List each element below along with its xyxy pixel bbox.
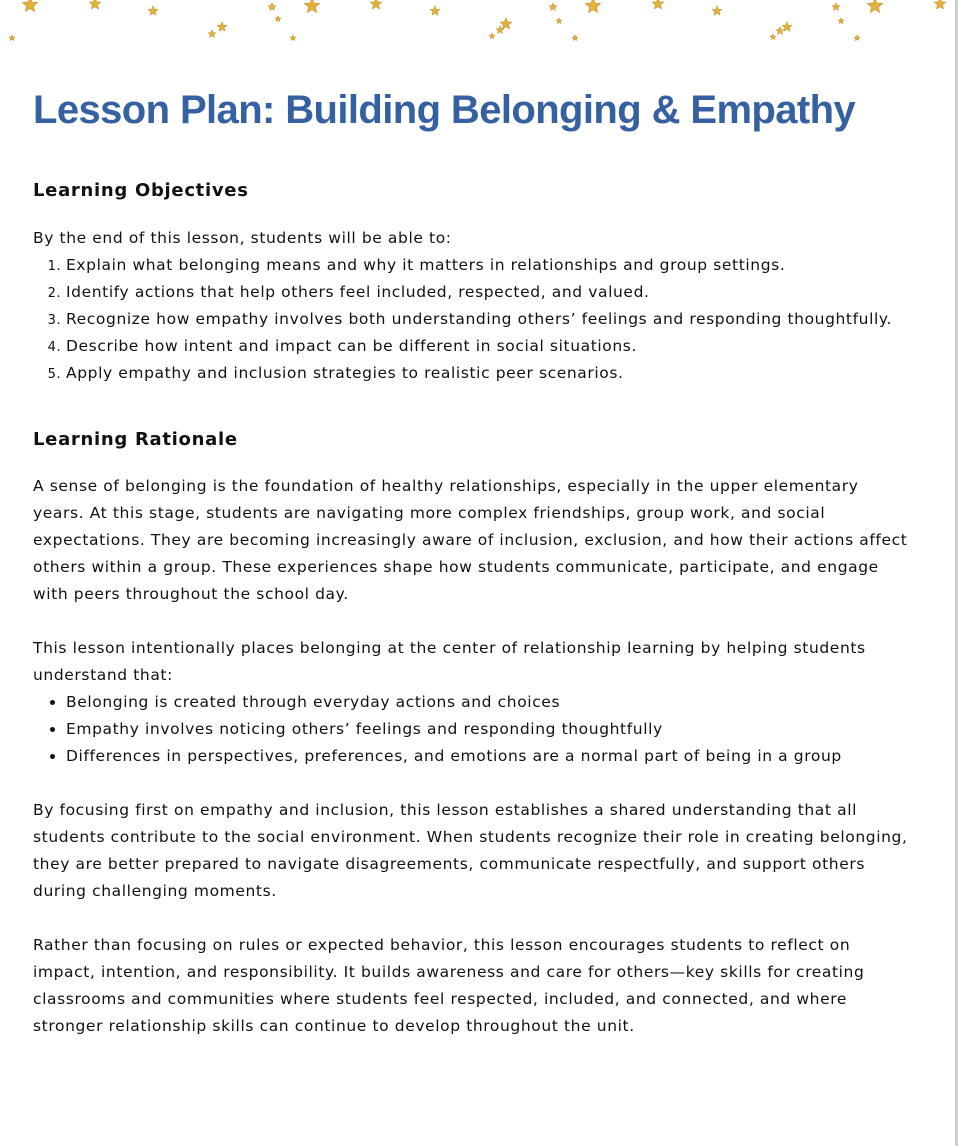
- star-icon: [556, 18, 562, 23]
- objective-item: 4. Describe how intent and impact can be different in social situations.: [66, 333, 913, 360]
- objectives-intro: By the end of this lesson, students will be able to:: [33, 229, 452, 247]
- star-icon: [370, 0, 381, 9]
- star-icon: [217, 22, 227, 31]
- rationale-paragraph-2: This lesson intentionally places belonging at the center of relationship learning by helping students understand that:: [33, 639, 866, 684]
- rationale-bullet: • Empathy involves noticing others’ feelings and responding thoughtfully: [66, 716, 913, 743]
- star-icon: [572, 35, 578, 40]
- objective-item: 1. Explain what belonging means and why it matters in relationships and group settings.: [66, 252, 913, 279]
- objectives-heading: Learning Objectives: [33, 180, 249, 201]
- star-icon: [208, 30, 216, 37]
- star-icon: [854, 35, 860, 40]
- star-icon: [585, 0, 600, 13]
- star-icon: [712, 6, 722, 15]
- objective-item: 5. Apply empathy and inclusion strategies to realistic peer scenarios.: [66, 360, 913, 387]
- star-icon: [275, 16, 281, 21]
- rationale-paragraph-4: Rather than focusing on rules or expected behavior, this lesson encourages students to reflect on impact, intention, and responsibility. It builds awareness and care for others—key skills for creating classrooms and communities where students feel respected, included, and connected, and where stronger relationship skills can continue to develop throughout the unit.: [33, 936, 865, 1035]
- star-icon: [549, 3, 557, 10]
- star-icon: [867, 0, 882, 13]
- star-border-decoration: [0, 0, 958, 50]
- rationale-bullet: • Belonging is created through everyday actions and choices: [66, 689, 913, 716]
- star-icon: [838, 18, 844, 23]
- star-icon: [9, 35, 15, 40]
- rationale-bullet-list: [33, 689, 913, 770]
- star-icon: [430, 6, 440, 15]
- rationale-heading: Learning Rationale: [33, 429, 238, 450]
- star-icon: [500, 18, 511, 29]
- star-icon: [652, 0, 663, 9]
- star-icon: [776, 27, 784, 34]
- page-title: Lesson Plan: Building Belonging & Empathy: [33, 88, 856, 132]
- objective-item: 3. Recognize how empathy involves both understanding others’ feelings and responding thoughtfully.: [66, 306, 913, 333]
- star-icon: [148, 6, 158, 15]
- objective-item: 2. Identify actions that help others feel included, respected, and valued.: [66, 279, 913, 306]
- star-icon: [304, 0, 319, 13]
- lesson-document: [33, 82, 913, 1040]
- objectives-list: [33, 252, 913, 387]
- star-icon: [268, 3, 276, 10]
- rationale-paragraph-1: A sense of belonging is the foundation of healthy relationships, especially in the upper elementary years. At this stage, students are navigating more complex friendships, group work, and social expectations. They are becoming increasingly aware of inclusion, exclusion, and how their actions affect others within a group. These experiences shape how students communicate, participate, and engage with peers throughout the school day.: [33, 477, 908, 603]
- rationale-paragraph-3: By focusing first on empathy and inclusion, this lesson establishes a shared understanding that all students contribute to the social environment. When students recognize their role in creating belonging, they are better prepared to navigate disagreements, communicate respectfully, and support others during challenging moments.: [33, 801, 908, 900]
- star-icon: [22, 0, 37, 12]
- star-icon: [489, 33, 495, 38]
- star-icon: [770, 34, 776, 39]
- star-icon: [89, 0, 100, 9]
- star-icon: [832, 3, 840, 10]
- star-icon: [934, 0, 945, 9]
- star-icon: [290, 35, 296, 40]
- rationale-bullet: • Differences in perspectives, preferences, and emotions are a normal part of being in a group: [66, 743, 913, 770]
